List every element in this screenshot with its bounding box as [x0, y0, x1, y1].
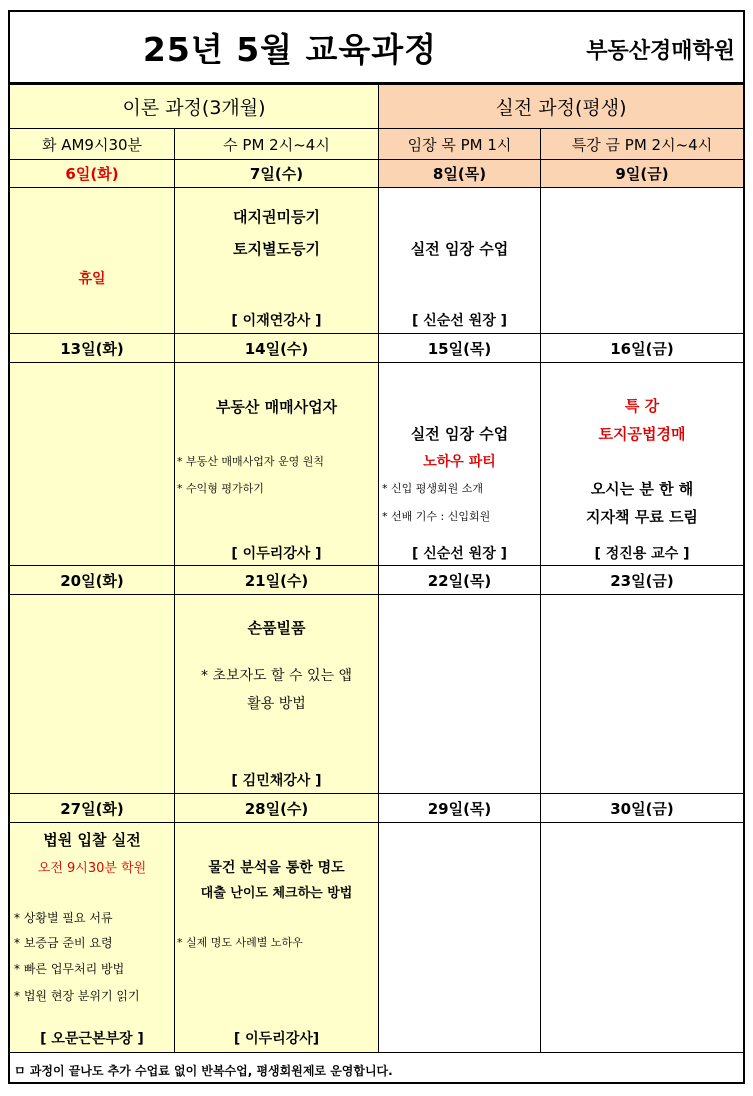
date-cell: 14일(수) — [175, 334, 379, 363]
class-topic: 토지별도등기 — [233, 240, 320, 258]
date-cell: 6일(화) — [10, 160, 175, 188]
class-cell — [10, 363, 175, 566]
date-cell: 7일(수) — [175, 160, 379, 188]
class-cell — [541, 363, 743, 566]
bullet-item: * 수익형 평가하기 — [177, 482, 264, 495]
footer-note: ㅁ 과정이 끝나도 추가 수업료 없이 반복수업, 평생회원제로 운영합니다. — [14, 1064, 393, 1078]
section-practice: 실전 과정(평생) — [379, 84, 743, 129]
class-cell — [541, 188, 743, 334]
bullet-item: * 부동산 매매사업자 운영 원칙 — [177, 455, 324, 468]
page-title: 25년 5월 교육과정 — [142, 30, 438, 69]
class-cell — [379, 823, 541, 1053]
class-cell — [379, 595, 541, 794]
holiday-label: 휴일 — [78, 271, 106, 287]
class-topic: 대지권미등기 — [233, 208, 320, 226]
instructor-label: [ 이두리강사 ] — [231, 546, 322, 562]
class-topic: 부동산 매매사업자 — [215, 398, 338, 416]
class-topic: 지자책 무료 드림 — [586, 508, 698, 526]
bullet-item: * 실제 명도 사례별 노하우 — [177, 936, 303, 949]
date-cell: 15일(목) — [379, 334, 541, 363]
date-cell: 23일(금) — [541, 566, 743, 595]
class-topic: 실전 임장 수업 — [410, 240, 509, 258]
class-topic-highlight: 노하우 파티 — [423, 454, 496, 470]
title-bar — [10, 12, 743, 84]
column-header-tue: 화 AM9시30분 — [10, 129, 175, 160]
class-cell — [175, 823, 379, 1053]
date-cell: 16일(금) — [541, 334, 743, 363]
date-cell: 8일(목) — [379, 160, 541, 188]
date-cell: 22일(목) — [379, 566, 541, 595]
class-topic: 손품빌품 — [247, 619, 306, 637]
date-cell: 21일(수) — [175, 566, 379, 595]
class-cell — [541, 823, 743, 1053]
date-cell: 28일(수) — [175, 794, 379, 823]
bullet-item: * 선배 기수 : 신입회원 — [382, 510, 491, 523]
class-cell — [175, 188, 379, 334]
special-label: 특 강 — [624, 397, 660, 415]
instructor-label: [ 신순선 원장 ] — [411, 546, 508, 562]
date-cell: 30일(금) — [541, 794, 743, 823]
class-desc: * 초보자도 할 수 있는 앱 — [201, 668, 352, 684]
class-cell — [379, 188, 541, 334]
class-topic: 법원 입찰 실전 — [43, 831, 141, 849]
class-cell — [175, 363, 379, 566]
class-time-note: 오전 9시30분 학원 — [37, 861, 147, 876]
bullet-item: * 보증금 준비 요령 — [14, 936, 113, 950]
instructor-label: [ 정진용 교수 ] — [594, 546, 690, 562]
class-cell — [175, 595, 379, 794]
class-cell — [541, 595, 743, 794]
date-cell: 27일(화) — [10, 794, 175, 823]
class-cell — [379, 363, 541, 566]
academy-name: 부동산경매학원 — [586, 39, 735, 64]
class-topic: 물건 분석을 통한 명도 — [208, 860, 345, 876]
bullet-item: * 빠른 업무처리 방법 — [14, 962, 125, 976]
class-cell — [10, 188, 175, 334]
class-desc: 활용 방법 — [247, 696, 306, 712]
instructor-label: [ 이재연강사 ] — [231, 313, 322, 329]
class-cell — [10, 823, 175, 1053]
class-topic: 오시는 분 한 해 — [590, 480, 694, 498]
column-header-wed: 수 PM 2시~4시 — [175, 129, 379, 160]
class-topic-highlight: 토지공법경매 — [598, 425, 686, 443]
date-cell: 29일(목) — [379, 794, 541, 823]
instructor-label: [ 이두리강사] — [233, 1031, 320, 1047]
instructor-label: [ 신순선 원장 ] — [411, 313, 508, 329]
bullet-item: * 신입 평생회원 소개 — [382, 482, 483, 495]
column-header-fri: 특강 금 PM 2시~4시 — [541, 129, 743, 160]
section-theory: 이론 과정(3개월) — [10, 84, 379, 129]
instructor-label: [ 김민채강사 ] — [231, 773, 322, 789]
class-topic: 실전 임장 수업 — [410, 425, 509, 443]
date-cell: 13일(화) — [10, 334, 175, 363]
class-cell — [10, 595, 175, 794]
instructor-label: [ 오문근본부장 ] — [40, 1031, 144, 1047]
bullet-item: * 법원 현장 분위기 읽기 — [14, 989, 140, 1003]
bullet-item: * 상황별 필요 서류 — [14, 911, 113, 925]
date-cell: 20일(화) — [10, 566, 175, 595]
date-cell: 9일(금) — [541, 160, 743, 188]
class-topic: 대출 난이도 체크하는 방법 — [200, 886, 353, 901]
column-header-thu: 임장 목 PM 1시 — [379, 129, 541, 160]
